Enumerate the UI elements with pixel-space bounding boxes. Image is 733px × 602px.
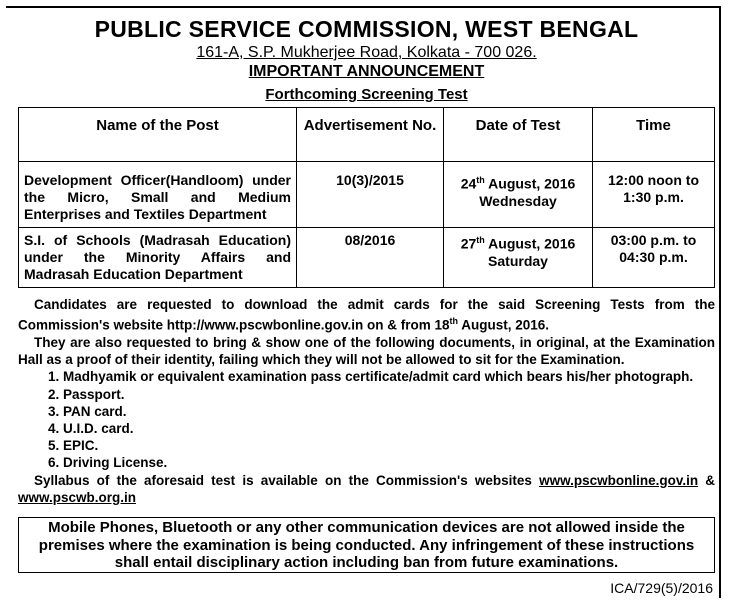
address	[0, 44, 733, 62]
announcement-text: IMPORTANT ANNOUNCEMENT	[248, 63, 485, 80]
download-instruction	[18, 296, 715, 334]
subtitle-text: Forthcoming Screening Test	[265, 86, 468, 103]
document-item: 1. Madhyamik or equivalent examination pass certificate/admit card which bears his/her photograph.	[48, 369, 694, 385]
test-time	[593, 162, 715, 228]
date-suffix: th	[476, 175, 485, 185]
table-header-row	[19, 108, 715, 162]
syllabus-text: Syllabus of the aforesaid test is available on the Commission's websites	[34, 472, 540, 488]
document-item: 4. U.I.D. card.	[48, 420, 134, 436]
document-item: 5. EPIC.	[48, 438, 99, 454]
website-link-pscwbonline[interactable]: www.pscwbonline.gov.in	[539, 472, 699, 488]
column-header-date: Date of Test	[444, 108, 593, 162]
download-date-suffix: th	[449, 316, 458, 327]
announcement-heading	[0, 63, 733, 81]
column-header-time: Time	[593, 108, 715, 162]
post-name: S.I. of Schools (Madrasah Education) under the Minority Affairs and Madrasah Education Department	[19, 228, 297, 288]
time-end: 1:30 p.m.	[623, 189, 684, 205]
instructions	[18, 296, 715, 506]
date-day: 24	[460, 175, 477, 192]
website-link-pscwb[interactable]: www.pscwb.org.in	[18, 489, 137, 505]
download-text: Candidates are requested to download the admit cards for the said Screening Tests from the Commission's website http://www.pscwbonline.gov.in on & from 18	[18, 297, 715, 333]
download-date-rest: August, 2016.	[458, 317, 550, 333]
address-text: 161-A, S.P. Mukherjee Road, Kolkata - 700 026.	[196, 44, 537, 61]
time-start: 12:00 noon to	[607, 172, 699, 188]
schedule-table	[18, 107, 715, 288]
date-month-year: August, 2016	[484, 235, 576, 252]
date-suffix: th	[476, 235, 485, 245]
date-month-year: August, 2016	[484, 175, 576, 192]
table-row	[19, 162, 715, 228]
subtitle	[0, 86, 733, 103]
page-title: PUBLIC SERVICE COMMISSION, WEST BENGAL	[94, 16, 639, 42]
test-weekday: Wednesday	[479, 192, 557, 209]
test-weekday: Saturday	[488, 252, 548, 269]
reference-number: ICA/729(5)/2016	[610, 580, 713, 596]
advertisement-number: 08/2016	[297, 228, 444, 288]
device-warning-box: Mobile Phones, Bluetooth or any other communication devices are not allowed inside the premises where the examination is being conducted. Any infringement of these instructions shall entail disciplinary action including ban from future examinations.	[18, 517, 715, 573]
column-header-advertisement: Advertisement No.	[297, 108, 444, 162]
test-time	[593, 228, 715, 288]
table-row	[19, 228, 715, 288]
test-date	[444, 162, 593, 228]
syllabus-and: &	[698, 472, 715, 488]
syllabus-note	[18, 472, 715, 506]
document-item: 6. Driving License.	[48, 455, 168, 471]
document-item: 3. PAN card.	[48, 403, 127, 419]
identity-instruction: They are also requested to bring & show one of the following documents, in original, at the Examination Hall as a proof of their identity, failing which they will not be allowed to sit for the Examination.	[18, 334, 715, 368]
date-day: 27	[460, 235, 477, 252]
post-name: Development Officer(Handloom) under the Micro, Small and Medium Enterprises and Textiles Department	[19, 162, 297, 228]
document-item: 2. Passport.	[48, 386, 125, 402]
time-end: 04:30 p.m.	[619, 249, 688, 265]
column-header-post: Name of the Post	[19, 108, 297, 162]
time-start: 03:00 p.m. to	[610, 232, 697, 248]
advertisement-number: 10(3)/2015	[297, 162, 444, 228]
test-date	[444, 228, 593, 288]
